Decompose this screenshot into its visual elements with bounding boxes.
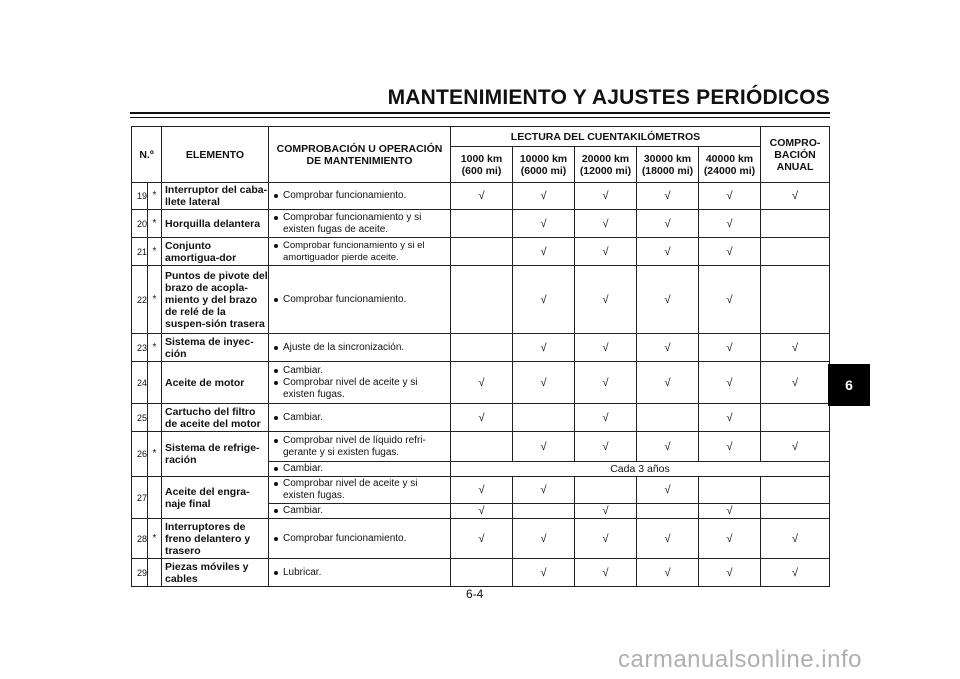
bullet-icon bbox=[274, 467, 278, 471]
table-row bbox=[132, 404, 830, 432]
header-comprobacion: COMPROBACIÓN U OPERACIÓN DE MANTENIMIENTO bbox=[269, 127, 451, 183]
empty-cell bbox=[451, 210, 513, 238]
operation-text: Comprobar funcionamiento. bbox=[283, 532, 407, 544]
check-mark-icon: √ bbox=[699, 519, 761, 559]
bullet-icon bbox=[274, 369, 278, 373]
empty-cell bbox=[699, 477, 761, 504]
row-number: 21 bbox=[132, 238, 148, 266]
row-number: 19 bbox=[132, 183, 148, 210]
bullet-icon bbox=[274, 439, 278, 443]
row-elemento: Cartucho del filtro de aceite del motor bbox=[162, 404, 269, 432]
row-operation bbox=[269, 404, 451, 432]
empty-cell bbox=[451, 266, 513, 334]
row-elemento: Interruptores de freno delantero y trasero bbox=[162, 519, 269, 559]
check-mark-icon: √ bbox=[699, 183, 761, 210]
empty-cell bbox=[761, 238, 830, 266]
row-asterisk bbox=[148, 559, 162, 587]
check-mark-icon: √ bbox=[513, 334, 575, 362]
check-mark-icon: √ bbox=[575, 266, 637, 334]
page-number: 6-4 bbox=[466, 587, 484, 601]
table-row bbox=[132, 266, 830, 334]
row-operation bbox=[269, 462, 451, 477]
operation-text: Comprobar funcionamiento y si el amortiguador pierde aceite. bbox=[283, 239, 425, 263]
bullet-icon bbox=[274, 298, 278, 302]
maintenance-table bbox=[131, 126, 830, 587]
operation-text: Cambiar. bbox=[283, 463, 324, 474]
empty-cell bbox=[637, 504, 699, 519]
check-mark-icon: √ bbox=[575, 183, 637, 210]
row-asterisk bbox=[148, 362, 162, 404]
row-elemento: Piezas móviles y cables bbox=[162, 559, 269, 587]
check-mark-icon: √ bbox=[637, 477, 699, 504]
row-operation bbox=[269, 238, 451, 266]
empty-cell bbox=[451, 238, 513, 266]
bullet-icon bbox=[274, 537, 278, 541]
check-mark-icon: √ bbox=[451, 362, 513, 404]
check-mark-icon: √ bbox=[513, 559, 575, 587]
table-row bbox=[132, 238, 830, 266]
check-mark-icon: √ bbox=[637, 334, 699, 362]
check-mark-icon: √ bbox=[451, 404, 513, 432]
check-mark-icon: √ bbox=[761, 334, 830, 362]
check-mark-icon: √ bbox=[699, 404, 761, 432]
empty-cell bbox=[575, 477, 637, 504]
check-mark-icon: √ bbox=[637, 266, 699, 334]
check-mark-icon: √ bbox=[699, 238, 761, 266]
row-asterisk: * bbox=[148, 238, 162, 266]
check-mark-icon: √ bbox=[699, 559, 761, 587]
table-row bbox=[132, 559, 830, 587]
check-mark-icon: √ bbox=[699, 334, 761, 362]
header-lectura: LECTURA DEL CUENTAKILÓMETROS bbox=[451, 127, 761, 147]
row-elemento: Aceite del engra-naje final bbox=[162, 477, 269, 519]
row-number: 28 bbox=[132, 519, 148, 559]
empty-cell bbox=[451, 334, 513, 362]
interval-note: Cada 3 años bbox=[451, 462, 830, 477]
bullet-icon bbox=[274, 509, 278, 513]
check-mark-icon: √ bbox=[575, 362, 637, 404]
row-asterisk: * bbox=[148, 266, 162, 334]
empty-cell bbox=[761, 477, 830, 504]
check-mark-icon: √ bbox=[513, 238, 575, 266]
check-mark-icon: √ bbox=[451, 183, 513, 210]
row-operation bbox=[269, 519, 451, 559]
check-mark-icon: √ bbox=[637, 183, 699, 210]
empty-cell bbox=[451, 432, 513, 462]
row-number: 25 bbox=[132, 404, 148, 432]
check-mark-icon: √ bbox=[575, 210, 637, 238]
row-number: 27 bbox=[132, 477, 148, 519]
row-operation bbox=[269, 334, 451, 362]
header-km-40000: 40000 km (24000 mi) bbox=[699, 147, 761, 183]
check-mark-icon: √ bbox=[451, 519, 513, 559]
table-row bbox=[132, 362, 830, 404]
empty-cell bbox=[513, 404, 575, 432]
row-elemento: Conjunto amortigua-dor bbox=[162, 238, 269, 266]
check-mark-icon: √ bbox=[637, 432, 699, 462]
bullet-icon bbox=[274, 194, 278, 198]
check-mark-icon: √ bbox=[513, 210, 575, 238]
check-mark-icon: √ bbox=[575, 519, 637, 559]
check-mark-icon: √ bbox=[575, 404, 637, 432]
empty-cell bbox=[761, 210, 830, 238]
operation-text: Comprobar nivel de aceite y si existen fugas. bbox=[283, 376, 418, 400]
check-mark-icon: √ bbox=[637, 362, 699, 404]
table-row bbox=[132, 210, 830, 238]
row-number: 22 bbox=[132, 266, 148, 334]
header-elemento: ELEMENTO bbox=[162, 127, 269, 183]
check-mark-icon: √ bbox=[699, 432, 761, 462]
bullet-icon bbox=[274, 216, 278, 220]
page-title: MANTENIMIENTO Y AJUSTES PERIÓDICOS bbox=[387, 86, 830, 109]
bullet-icon bbox=[274, 381, 278, 385]
check-mark-icon: √ bbox=[637, 238, 699, 266]
check-mark-icon: √ bbox=[513, 519, 575, 559]
check-mark-icon: √ bbox=[761, 432, 830, 462]
check-mark-icon: √ bbox=[761, 519, 830, 559]
check-mark-icon: √ bbox=[637, 519, 699, 559]
row-asterisk: * bbox=[148, 183, 162, 210]
watermark: carmanualsonline.info bbox=[618, 646, 862, 673]
check-mark-icon: √ bbox=[513, 432, 575, 462]
header-km-30000: 30000 km (18000 mi) bbox=[637, 147, 699, 183]
row-elemento: Aceite de motor bbox=[162, 362, 269, 404]
bullet-icon bbox=[274, 416, 278, 420]
empty-cell bbox=[451, 559, 513, 587]
row-asterisk: * bbox=[148, 334, 162, 362]
table-row bbox=[132, 334, 830, 362]
title-rule-thin bbox=[130, 117, 830, 118]
row-asterisk: * bbox=[148, 432, 162, 477]
check-mark-icon: √ bbox=[699, 210, 761, 238]
row-asterisk: * bbox=[148, 210, 162, 238]
operation-text: Comprobar funcionamiento. bbox=[283, 293, 407, 305]
row-number: 26 bbox=[132, 432, 148, 477]
row-operation bbox=[269, 266, 451, 334]
operation-text: Cambiar. bbox=[283, 364, 324, 376]
check-mark-icon: √ bbox=[513, 266, 575, 334]
operation-text: Comprobar funcionamiento y si existen fugas de aceite. bbox=[283, 211, 422, 235]
table-row bbox=[132, 477, 830, 504]
header-anual: COMPRO-BACIÓN ANUAL bbox=[761, 127, 830, 183]
bullet-icon bbox=[274, 244, 278, 248]
row-operation bbox=[269, 432, 451, 462]
check-mark-icon: √ bbox=[637, 559, 699, 587]
check-mark-icon: √ bbox=[699, 362, 761, 404]
row-elemento: Horquilla delantera bbox=[162, 210, 269, 238]
empty-cell bbox=[761, 266, 830, 334]
check-mark-icon: √ bbox=[575, 334, 637, 362]
row-operation bbox=[269, 559, 451, 587]
operation-text: Cambiar. bbox=[283, 505, 324, 516]
row-asterisk bbox=[148, 404, 162, 432]
header-km-1000: 1000 km (600 mi) bbox=[451, 147, 513, 183]
row-asterisk: * bbox=[148, 519, 162, 559]
check-mark-icon: √ bbox=[451, 504, 513, 519]
row-number: 23 bbox=[132, 334, 148, 362]
row-elemento: Sistema de refrige-ración bbox=[162, 432, 269, 477]
header-km-10000: 10000 km (6000 mi) bbox=[513, 147, 575, 183]
operation-text: Lubricar. bbox=[283, 566, 322, 578]
operation-text: Comprobar nivel de aceite y si existen fugas. bbox=[283, 478, 418, 501]
row-operation bbox=[269, 183, 451, 210]
check-mark-icon: √ bbox=[513, 477, 575, 504]
bullet-icon bbox=[274, 482, 278, 486]
check-mark-icon: √ bbox=[575, 559, 637, 587]
row-operation bbox=[269, 504, 451, 519]
check-mark-icon: √ bbox=[761, 362, 830, 404]
operation-text: Cambiar. bbox=[283, 411, 324, 423]
bullet-icon bbox=[274, 571, 278, 575]
row-elemento: Puntos de pivote del brazo de acopla-miento y del brazo de relé de la suspen-sión trasera bbox=[162, 266, 269, 334]
check-mark-icon: √ bbox=[575, 504, 637, 519]
row-elemento: Interruptor del caba-llete lateral bbox=[162, 183, 269, 210]
row-operation bbox=[269, 362, 451, 404]
empty-cell bbox=[637, 404, 699, 432]
operation-text: Comprobar nivel de líquido refri-gerante y si existen fugas. bbox=[283, 434, 426, 458]
empty-cell bbox=[513, 504, 575, 519]
empty-cell bbox=[761, 404, 830, 432]
check-mark-icon: √ bbox=[699, 266, 761, 334]
table-row bbox=[132, 432, 830, 462]
header-km-20000: 20000 km (12000 mi) bbox=[575, 147, 637, 183]
chapter-tab: 6 bbox=[828, 364, 870, 406]
row-number: 24 bbox=[132, 362, 148, 404]
table-row bbox=[132, 183, 830, 210]
row-elemento: Sistema de inyec-ción bbox=[162, 334, 269, 362]
table-row bbox=[132, 519, 830, 559]
check-mark-icon: √ bbox=[761, 559, 830, 587]
operation-text: Comprobar funcionamiento. bbox=[283, 190, 407, 201]
check-mark-icon: √ bbox=[637, 210, 699, 238]
row-asterisk bbox=[148, 477, 162, 519]
operation-text: Ajuste de la sincronización. bbox=[283, 341, 405, 353]
row-operation bbox=[269, 477, 451, 504]
check-mark-icon: √ bbox=[699, 504, 761, 519]
row-number: 29 bbox=[132, 559, 148, 587]
check-mark-icon: √ bbox=[451, 477, 513, 504]
check-mark-icon: √ bbox=[513, 362, 575, 404]
check-mark-icon: √ bbox=[575, 432, 637, 462]
check-mark-icon: √ bbox=[575, 238, 637, 266]
check-mark-icon: √ bbox=[513, 183, 575, 210]
row-operation bbox=[269, 210, 451, 238]
check-mark-icon: √ bbox=[761, 183, 830, 210]
empty-cell bbox=[761, 504, 830, 519]
bullet-icon bbox=[274, 346, 278, 350]
title-rule-thick bbox=[130, 112, 830, 114]
row-number: 20 bbox=[132, 210, 148, 238]
header-num: N.º bbox=[132, 127, 162, 183]
